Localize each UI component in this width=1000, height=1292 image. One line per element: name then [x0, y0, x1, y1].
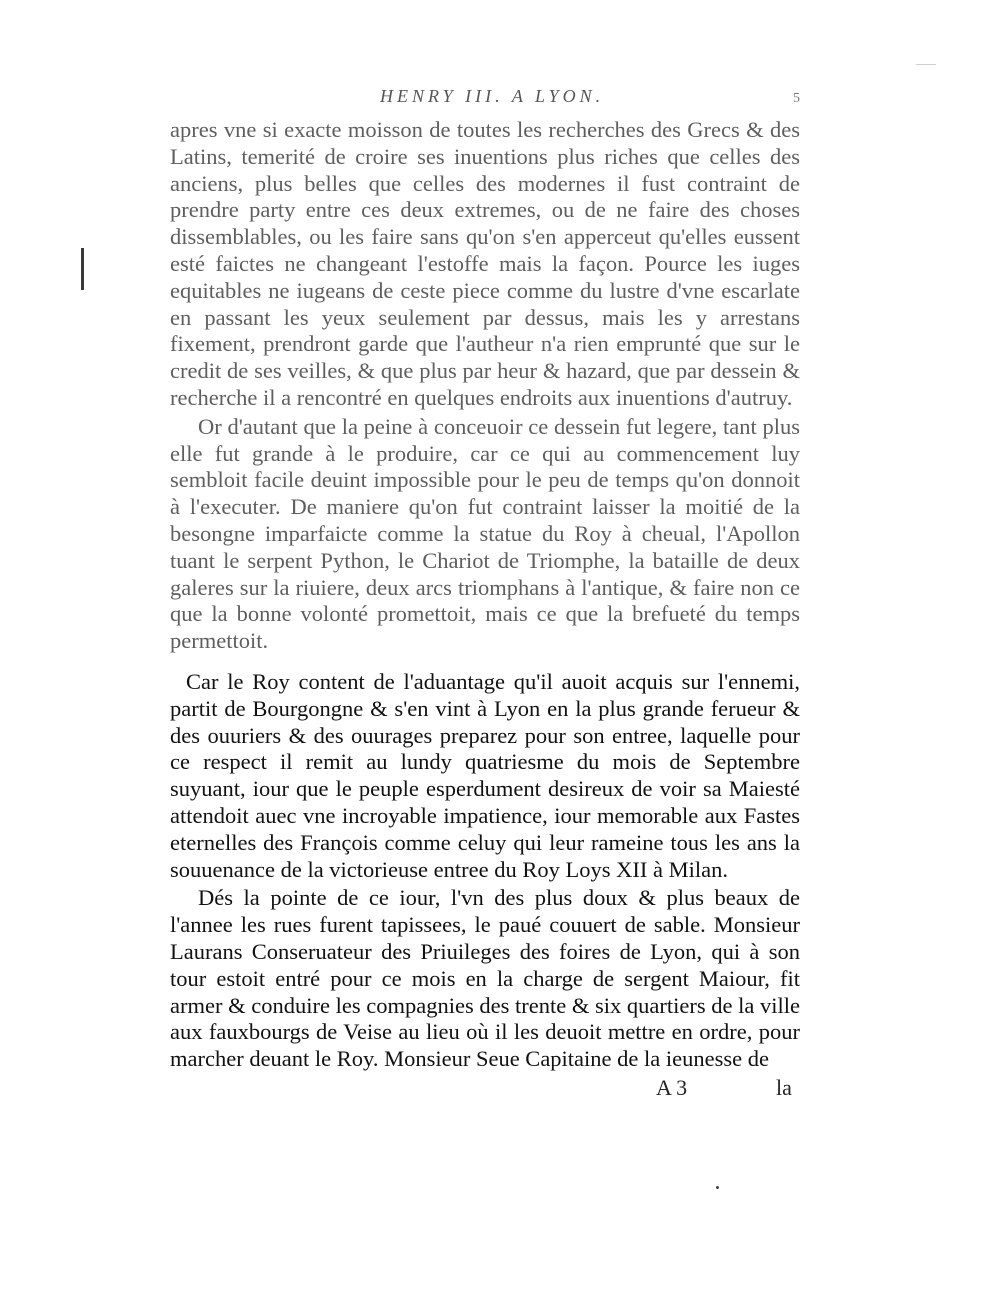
- paragraph-3: Car le Roy content de l'aduantage qu'il auoit acquis sur l'ennemi, partit de Bourgongne & s'en vint à Lyon en la plus grande ferueur & des ouuriers & des ouurages preparez pour son entree, laquelle pour ce respect il remit au lundy quatriesme du mois de Septembre suyuant, iour que le peuple esperdument desireux de voir sa Maiesté attendoit auec vne incroyable impatience, iour memorable aux Fastes eternelles des François comme celuy qui leur rameine tous les ans la souuenance de la victorieuse entree du Roy Loys XII à Milan.: [170, 668, 800, 882]
- paragraph-2: Or d'autant que la peine à conceuoir ce dessein fut legere, tant plus elle fut grande à le produire, car ce qui au commencement luy sembloit facile deuint impossible pour le peu de temps qu'on donnoit à l'executer. De maniere qu'on fut contraint laisser la moitié de la besongne imparfaicte comme la statue du Roy à cheual, l'Apollon tuant le serpent Python, le Chariot de Triomphe, la bataille de deux galeres sur la riuiere, deux arcs triomphans à l'antique, & faire non ce que la bonne volonté promettoit, mais ce que la brefueté du temps permettoit.: [170, 413, 800, 654]
- page-header: [380, 86, 800, 107]
- catchword: la: [776, 1075, 792, 1100]
- signature-mark: A 3: [656, 1075, 688, 1100]
- paragraph-1: apres vne si exacte moisson de toutes les recherches des Grecs & des Latins, temerité de croire ses inuentions plus riches que celles des anciens, plus belles que celles des modernes il fust contraint de prendre party entre ces deux extremes, ou de ne faire des choses dissemblables, ou les faire sans qu'on s'en apperceut qu'elles eussent esté faictes ne changeant l'estoffe mais la façon. Pource les iuges equitables ne iugeans de ceste piece comme du lustre d'vne escarlate en passant les yeux seulement par dessus, mais les y arrestans fixement, prendront garde que l'autheur n'a rien emprunté que sur le credit de ses veilles, & que plus par heur & hazard, que par dessein & recherche il a rencontré en quelques endroits aux inuentions d'autruy.: [170, 117, 800, 410]
- body-text: [170, 117, 800, 1073]
- page-footer: [170, 1075, 800, 1105]
- paragraph-4: Dés la pointe de ce iour, l'vn des plus doux & plus beaux de l'annee les rues furent tapissees, le paué couuert de sable. Monsieur Laurans Conseruateur des Priuileges des foires de Lyon, qui à son tour estoit entré pour ce mois en la charge de sergent Maiour, fit armer & conduire les compagnies des trente & six quartiers de la ville aux fauxbourgs de Veise au lieu où il les deuoit mettre en ordre, pour marcher deuant le Roy. Monsieur Seue Capitaine de la ieunesse de: [170, 885, 800, 1072]
- scan-artifact-line: [916, 64, 936, 65]
- running-title: HENRY III. A LYON.: [380, 86, 605, 106]
- scan-artifact-mark: [81, 248, 84, 290]
- page-number: 5: [793, 91, 800, 106]
- scan-artifact-dot: [716, 1186, 719, 1189]
